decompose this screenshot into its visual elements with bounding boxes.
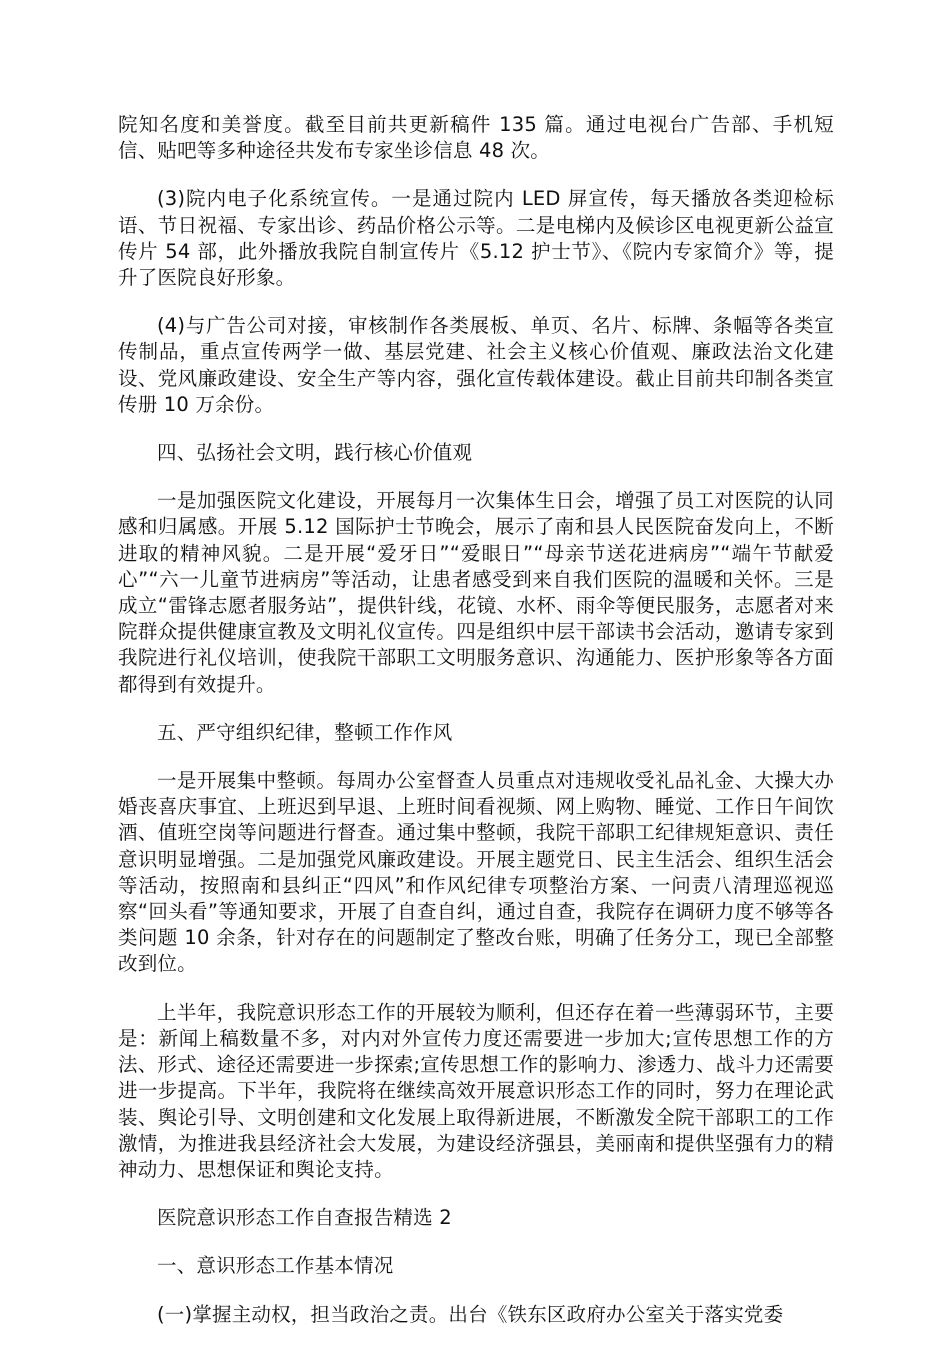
paragraph-electronic-system: (3)院内电子化系统宣传。一是通过院内 LED 屏宣传，每天播放各类迎检标语、节日祝福、专家出诊、药品价格公示等。二是电梯内及候诊区电视更新公益宣传片 54 部，此外播放我院自制宣传片《5.12 护士节》、《院内专家简介》等，提升了医院良好形象。 [118,187,834,290]
paragraph-hospital-culture: 一是加强医院文化建设，开展每月一次集体生日会，增强了员工对医院的认同感和归属感。开展 5.12 国际护士节晚会，展示了南和县人民医院奋发向上，不断进取的精神风貌。二是开展“爱牙日”“爱眼日”“母亲节送花进病房”“端午节献爱心”“六一儿童节进病房”等活动，让患者感受到来自我们医院的温暖和关怀。三是成立“雷锋志愿者服务站”，提供针线，花镜、水杯、雨伞等便民服务，志愿者对来院群众提供健康宣教及文明礼仪宣传。四是组织中层干部读书会活动，邀请专家到我院进行礼仪培训，使我院干部职工文明服务意识、沟通能力、医护形象等各方面都得到有效提升。 [118,489,834,696]
paragraph-publicity-results: 院知名度和美誉度。截至目前共更新稿件 135 篇。通过电视台广告部、手机短信、贴吧等多种途径共发布专家坐诊信息 48 次。 [118,113,834,163]
report-title-2: 医院意识形态工作自查报告精选 2 [157,1206,452,1230]
section-heading-organization-discipline: 五、严守组织纪律，整顿工作作风 [157,720,453,744]
paragraph-rectification: 一是开展集中整顿。每周办公室督查人员重点对违规收受礼品礼金、大操大办婚丧喜庆事宜、上班迟到早退、上班时间看视频、网上购物、睡觉、工作日午间饮酒、值班空岗等问题进行督查。通过集中整顿，我院干部职工纪律规矩意识、责任意识明显增强。二是加强党风廉政建设。开展主题党日、民主生活会、组织生活会等活动，按照南和县纠正“四风”和作风纪律专项整治方案、一问责八清理巡视巡察“回头看”等通知要求，开展了自查自纠，通过自查，我院存在调研力度不够等各类问题 10 余条，针对存在的问题制定了整改台账，明确了任务分工，现已全部整改到位。 [118,769,834,976]
section-heading-social-civilization: 四、弘扬社会文明，践行核心价值观 [157,441,473,465]
document-page [118,112,834,1350]
paragraph-half-year-summary: 上半年，我院意识形态工作的开展较为顺利，但还存在着一些薄弱环节，主要是：新闻上稿数量不多，对内对外宣传力度还需要进一步加大;宣传思想工作的方法、形式、途径还需要进一步探索;宣传思想工作的影响力、渗透力、战斗力还需要进一步提高。下半年，我院将在继续高效开展意识形态工作的同时，努力在理论武装、舆论引导、文明创建和文化发展上取得新进展，不断激发全院干部职工的工作激情，为推进我县经济社会大发展，为建设经济强县，美丽南和提供坚强有力的精神动力、思想保证和舆论支持。 [118,1000,834,1181]
paragraph-initiative: (一)掌握主动权，担当政治之责。出台《铁东区政府办公室关于落实党委 [157,1302,784,1326]
section-heading-basic-situation: 一、意识形态工作基本情况 [157,1254,394,1278]
paragraph-advertising-company: (4)与广告公司对接，审核制作各类展板、单页、名片、标牌、条幅等各类宣传制品，重点宣传两学一做、基层党建、社会主义核心价值观、廉政法治文化建设、党风廉政建设、安全生产等内容，强化宣传载体建设。截止目前共印制各类宣传册 10 万余份。 [118,314,834,416]
